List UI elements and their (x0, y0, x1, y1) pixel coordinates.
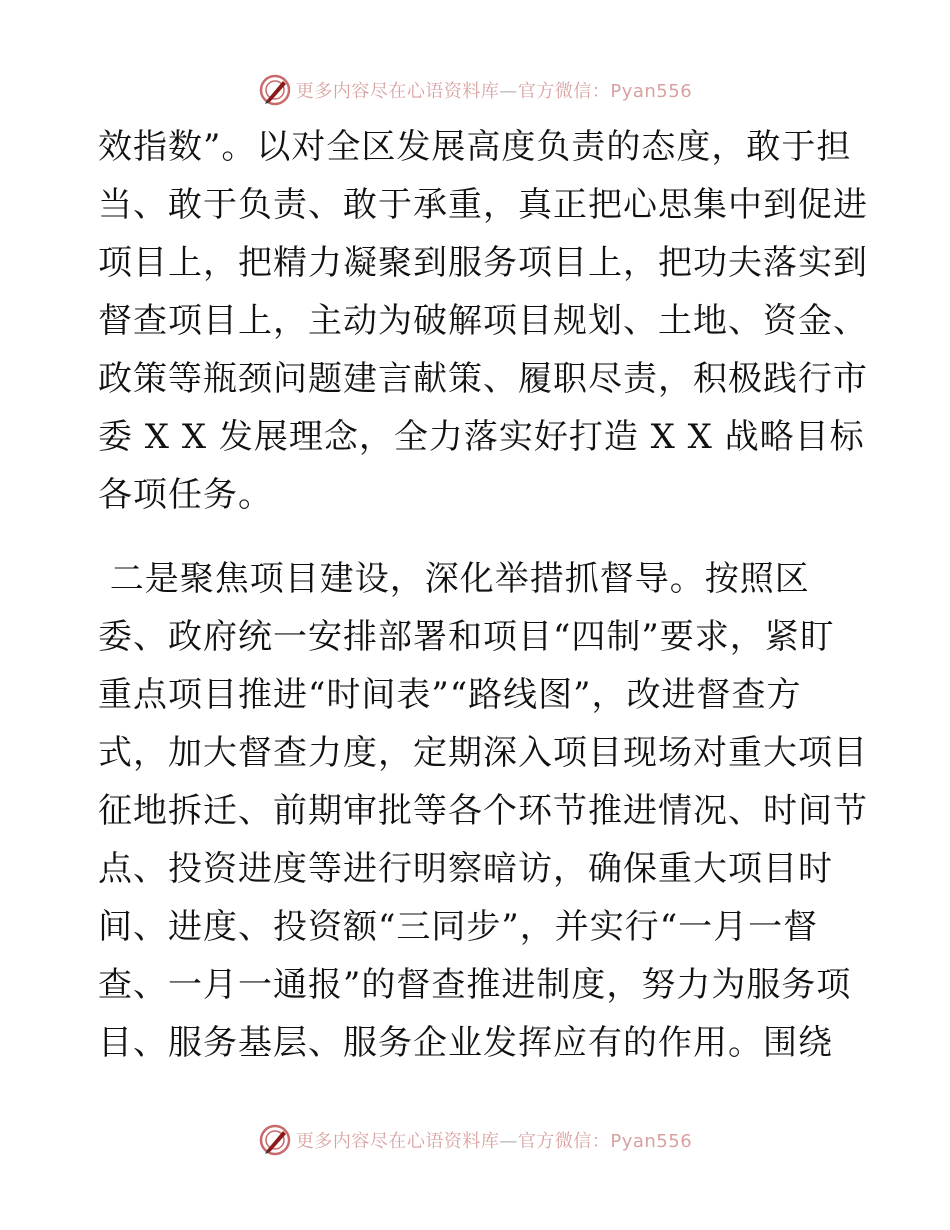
banner-account: Pyan556 (610, 1131, 693, 1152)
text-line: 点、投资进度等进行明察暗访，确保重大项目时 (98, 849, 833, 889)
text-line: 政策等瓶颈问题建言献策、履职尽责，积极践行市 (98, 359, 868, 399)
text-line: 式，加大督查力度，定期深入项目现场对重大项目 (98, 733, 868, 773)
header-banner-text (296, 77, 692, 103)
banner-separator: — (499, 81, 518, 102)
banner-site-name: 更多内容尽在心语资料库 (295, 81, 500, 102)
paragraph-1 (98, 118, 868, 524)
text-line: 项目上，把精力凝聚到服务项目上，把功夫落实到 (98, 243, 868, 283)
text-line: 二是聚焦项目建设，深化举措抓督导。按照区 (98, 559, 810, 599)
text-line: 督查项目上，主动为破解项目规划、土地、资金、 (98, 301, 868, 341)
banner-wechat-label: 官方微信： (517, 81, 611, 102)
text-line: 各项任务。 (98, 475, 273, 515)
footer-banner-text (296, 1127, 692, 1153)
text-line: 当、敢于负责、敢于承重，真正把心思集中到促进 (98, 185, 868, 225)
text-line: 委 X X 发展理念，全力落实好打造 X X 战略目标 (98, 417, 865, 457)
text-line: 重点项目推进“时间表”“路线图”，改进督查方 (98, 675, 802, 715)
text-line: 委、政府统一安排部署和项目“四制”要求，紧盯 (98, 617, 835, 657)
pen-logo-icon (258, 73, 292, 107)
footer-banner (0, 1120, 950, 1160)
paragraph-2 (98, 550, 868, 1072)
paragraph-gap (98, 524, 858, 550)
banner-separator: — (499, 1131, 518, 1152)
document-body (98, 118, 868, 1072)
text-line: 查、一月一通报”的督查推进制度，努力为服务项 (98, 965, 852, 1005)
pen-logo-icon (258, 1123, 292, 1157)
text-line: 征地拆迁、前期审批等各个环节推进情况、时间节 (98, 791, 868, 831)
banner-wechat-label: 官方微信： (517, 1131, 611, 1152)
banner-site-name: 更多内容尽在心语资料库 (295, 1131, 500, 1152)
text-line: 效指数”。以对全区发展高度负责的态度，敢于担 (98, 127, 852, 167)
banner-account: Pyan556 (610, 81, 693, 102)
text-line: 间、进度、投资额“三同步”，并实行“一月一督 (98, 907, 819, 947)
text-line: 目、服务基层、服务企业发挥应有的作用。围绕 (98, 1023, 833, 1063)
header-banner (0, 70, 950, 110)
